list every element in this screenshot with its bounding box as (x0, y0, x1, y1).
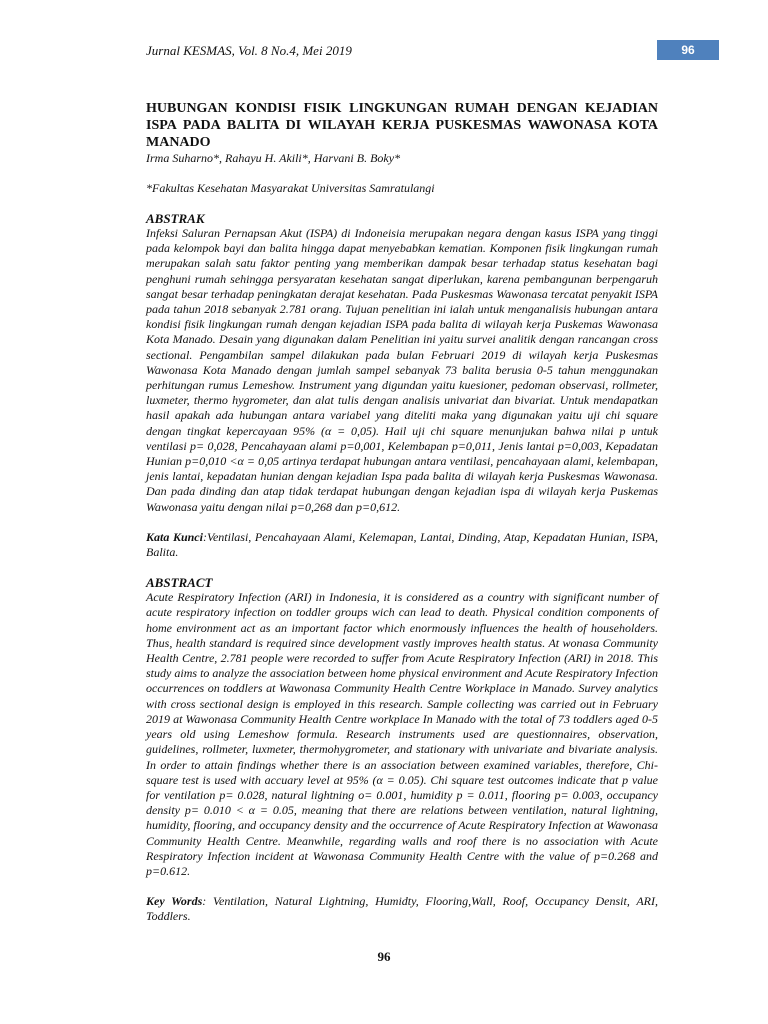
kata-kunci-label: Kata Kunci (146, 529, 203, 544)
footer-page-number: 96 (377, 949, 391, 964)
article-title: HUBUNGAN KONDISI FISIK LINGKUNGAN RUMAH DENGAN KEJADIAN ISPA PADA BALITA DI WILAYAH KERJA PUSKESMAS WAWONASA KOTA MANADO (146, 101, 658, 150)
abstrak-heading: ABSTRAK (146, 211, 205, 226)
abstrak-text: Infeksi Saluran Pernapsan Akut (ISPA) di Indoneisia merupakan negara dengan kasus ISPA yang tinggi pada kelompok bayi dan balita hingga dapat menyebabkan kematian. Komponen fisik lingkungan rumah merupakan salah satu faktor penting yang memberikan dampak besar terhadap status kesehatan bagi penghuni rumah sehingga persyaratan kesehatan sangat diperlukan, karena pembangunan berpengaruh sangat besar terhadap peningkatan derajat kesehatan. Pada Puskesmas Wawonasa tercatat penyakit ISPA pada tahun 2018 sebanyak 2.781 orang. Tujuan penelitian ini ialah untuk menganalisis hubungan antara kondisi fisik lingkungan rumah dengan kejadian ISPA pada balita di wilayah kerja Puskemas Wawonasa Kota Manado. Desain yang digunakan dalam Penelitian ini yaitu survei analitik dengan rancangan cross sectional. Pengambilan sampel dilakukan pada bulan Februari 2019 di wilayah kerja Puskesmas Wawonasa Kota Manado dengan jumlah sampel sebanyak 73 balita berusia 0-5 tahun menggunakan perhitungan rumus Lemeshow. Instrument yang digundan yaitu kuesioner, pedoman observasi, rollmeter, luxmeter, thermo hygrometer, dan alat tulis dengan analisis univariat dan bivariat. Untuk mendapatkan hasil apakah ada hubungan antara variabel yang diteliti maka yang digunakan yaitu uji chi square dengan tingkat kepercayaan 95% (α = 0,05). Hail uji chi square menunjukan bahwa nilai p untuk ventilasi p= 0,028, Pencahayaan alami p=0,001, Kelembapan p=0,011, Jenis lantai p=0,003, Kepadatan Hunian p=0,010 <α = 0,05 artinya terdapat hubungan antara ventilasi, pencahayaan alami, kelembapan, jenis lantai, kepadatan hunian dengan kejadian Ispa pada balita di wilayah kerja Puskesmas Wawonasa. Dan pada dinding dan atap tidak terdapat hubungan dengan kejadian ispa di wilayah kerja Puskemas Wawonasa yaitu dengan nilai p=0,268 dan p=0,612. (146, 226, 658, 514)
page-number-badge: 96 (657, 40, 719, 60)
article-content (146, 100, 658, 940)
kata-kunci-text: :Ventilasi, Pencahayaan Alami, Kelemapan, Lantai, Dinding, Atap, Kepadatan Hunian, ISPA, Balita. (146, 529, 658, 560)
key-words (146, 894, 658, 924)
abstract-text: Acute Respiratory Infection (ARI) in Indonesia, it is considered as a country with significant number of acute respiratory infection on toddler groups wich can lead to death. Physical condition components of home environment act as an important factor which enormously influences the health of householders. Thus, health standard is required since development vastly improves health status. At wonasa Community Health Centre, 2.781 people were recorded to suffer from Acute Respiratory Infection (ARI) in 2018. This study aims to analyze the association between home physical environment and Acute Respiratory Infection occurrences on toddlers at Wawonasa Community Health Centre Workplace in Manado. Survey analytics with cross sectional design is employed in this research. Sample collecting was carried out in February 2019 at Wawonasa Community Health Centre workplace In Manado with the total of 73 toddlers aged 0-5 years old using Lemeshow formula. Research instruments used are questionnaires, observation, guidelines, rollmeter, luxmeter, thermohygrometer, and stationary with univariate and bivariate analysis. In order to attain findings whether there is an association between examined variables, therefore, Chi-square test is used with accuary level at 95% (α = 0.05). Chi square test outcomes indicate that p value for ventilation p= 0.028, natural lightning o= 0.001, humidity p = 0.011, flooring p= 0.003, occupancy density p= 0.010 < α = 0.05, meaning that there are relations between ventilation, natural lightning, humidity, flooring, and occupancy density and the occurrence of Acute Respiratory Infection at Wawonasa Community Health Centre. Meanwhile, regarding walls and roof there is no association with Acute Respiratory Infection incident at Wawonasa Community Health Centre with the value of p=0.268 and p=0.612. (146, 590, 658, 878)
journal-header: Jurnal KESMAS, Vol. 8 No.4, Mei 2019 (146, 43, 352, 58)
affiliation: *Fakultas Kesehatan Masyarakat Universitas Samratulangi (146, 181, 435, 195)
key-words-label: Key Words (146, 894, 203, 909)
authors: Irma Suharno*, Rahayu H. Akili*, Harvani B. Boky* (146, 151, 401, 165)
kata-kunci (146, 530, 658, 560)
key-words-text: : Ventilation, Natural Lightning, Humidty, Flooring,Wall, Roof, Occupancy Densit, ARI, Toddlers. (146, 894, 659, 924)
abstract-heading: ABSTRACT (146, 575, 213, 591)
